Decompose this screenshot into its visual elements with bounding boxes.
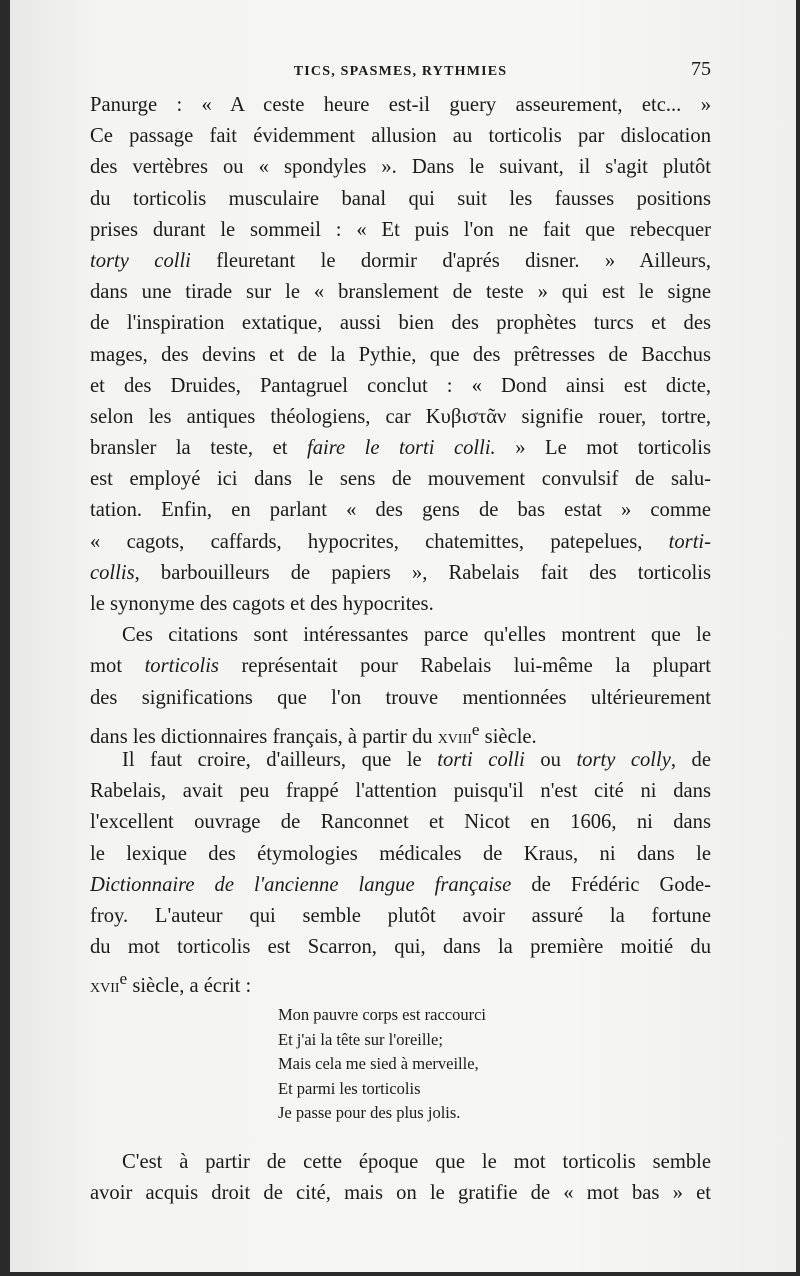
italic-text: torti-: [668, 530, 711, 553]
text-line: le synonyme des cagots et des hypocrites.: [90, 593, 434, 615]
text-line: dans une tirade sur le « branslement de teste » qui est le signe: [90, 281, 711, 304]
text-run: siècle.: [479, 725, 537, 748]
century-numeral: xviii: [437, 725, 472, 748]
book-page: [10, 0, 796, 1272]
text-line: des vertèbres ou « spondyles ». Dans le suivant, il s'agit plutôt: [90, 156, 711, 179]
italic-text: torty colli: [90, 249, 191, 272]
text-run: , barbouilleurs de papiers », Rabelais fait des torticolis: [134, 561, 711, 584]
text-run: Il faut croire, d'ailleurs, que le: [122, 748, 438, 771]
text-run: » Le mot torticolis: [495, 437, 711, 460]
text-run: « cagots, caffards, hypocrites, chatemittes, patepelues,: [90, 530, 669, 553]
text-line: le lexique des étymologies médicales de Kraus, ni dans le: [90, 842, 711, 865]
text-line: Panurge : « A ceste heure est-il guery asseurement, etc... »: [90, 94, 711, 116]
verse-line: Mais cela me sied à merveille,: [278, 1054, 479, 1073]
text-line: prises durant le sommeil : « Et puis l'on ne fait que rebecquer: [90, 218, 711, 241]
text-run: siècle, a écrit :: [127, 975, 252, 998]
text-line: du mot torticolis est Scarron, qui, dans la première moitié du: [90, 936, 711, 959]
text-line: du torticolis musculaire banal qui suit les fausses positions: [90, 187, 711, 210]
text-line: et des Druides, Pantagruel conclut : « Dond ainsi est dicte,: [90, 374, 711, 397]
text-run: représentait pour Rabelais lui-même la plupart: [218, 655, 711, 678]
verse-line: Et j'ai la tête sur l'oreille;: [278, 1029, 443, 1049]
text-line: mages, des devins et de la Pythie, que des prêtresses de Bacchus: [90, 343, 711, 366]
text-run: mot: [90, 655, 145, 678]
text-run: ou: [524, 748, 577, 771]
text-line: Ces citations sont intéressantes parce qu'elles montrent que le: [122, 624, 711, 647]
text-line: est employé ici dans le sens de mouvement convulsif de salu-: [90, 468, 711, 491]
italic-text: torty colly: [576, 748, 671, 771]
text-line: froy. L'auteur qui semble plutôt avoir assuré la fortune: [90, 904, 711, 927]
text-run: , de: [670, 748, 711, 771]
text-line: [90, 870, 711, 901]
text-run: de Frédéric Gode-: [511, 873, 711, 896]
text-line: tation. Enfin, en parlant « des gens de bas estat » comme: [90, 499, 711, 522]
italic-text: torticolis: [144, 655, 219, 678]
italic-text: faire le torti colli.: [306, 437, 496, 460]
text-line: des significations que l'on trouve mentionnées ultérieurement: [90, 686, 711, 709]
running-head: TICS, SPASMES, RYTHMIES: [293, 64, 508, 79]
text-line: Ce passage fait évidemment allusion au torticolis par dislocation: [90, 125, 711, 148]
text-line: [90, 963, 711, 998]
superscript: e: [119, 969, 128, 989]
text-line: selon les antiques théologiens, car Κυβιστᾶν signifie rouer, tortre,: [90, 405, 711, 428]
italic-text: collis: [90, 561, 135, 584]
text-line: [90, 651, 711, 682]
verse-line: Mon pauvre corps est raccourci: [278, 1005, 486, 1024]
verse-line: Je passe pour des plus jolis.: [278, 1103, 461, 1122]
text-run: dans les dictionnaires français, à partir du: [90, 725, 438, 748]
text-line: [90, 527, 711, 558]
century-numeral: xvii: [90, 975, 120, 998]
verse-line: Et parmi les torticolis: [278, 1078, 421, 1098]
text-line: C'est à partir de cette époque que le mot torticolis semble: [122, 1151, 711, 1173]
text-line: [90, 558, 711, 589]
verse-quotation: [278, 1003, 486, 1126]
italic-text: torti colli: [437, 748, 525, 771]
text-line: [90, 246, 711, 277]
text-line: avoir acquis droit de cité, mais on le gratifie de « mot bas » et: [90, 1182, 711, 1205]
body-text: [90, 90, 711, 998]
text-line: l'excellent ouvrage de Ranconnet et Nicot en 1606, ni dans: [90, 811, 711, 834]
page-header: [90, 58, 711, 84]
text-run: bransler la teste, et: [90, 437, 307, 460]
text-line: [90, 745, 711, 776]
italic-text: Dictionnaire de l'ancienne langue française: [90, 873, 512, 896]
text-run: fleuretant le dormir d'aprés disner. » Ailleurs,: [190, 249, 711, 272]
text-line: [90, 714, 711, 748]
final-paragraph: [90, 1147, 711, 1209]
text-line: [90, 433, 711, 464]
text-line: Rabelais, avait peu frappé l'attention puisqu'il n'est cité ni dans: [90, 780, 711, 803]
page-number: 75: [691, 58, 711, 80]
superscript: e: [471, 719, 480, 739]
text-line: de l'inspiration extatique, aussi bien des prophètes turcs et des: [90, 312, 711, 335]
